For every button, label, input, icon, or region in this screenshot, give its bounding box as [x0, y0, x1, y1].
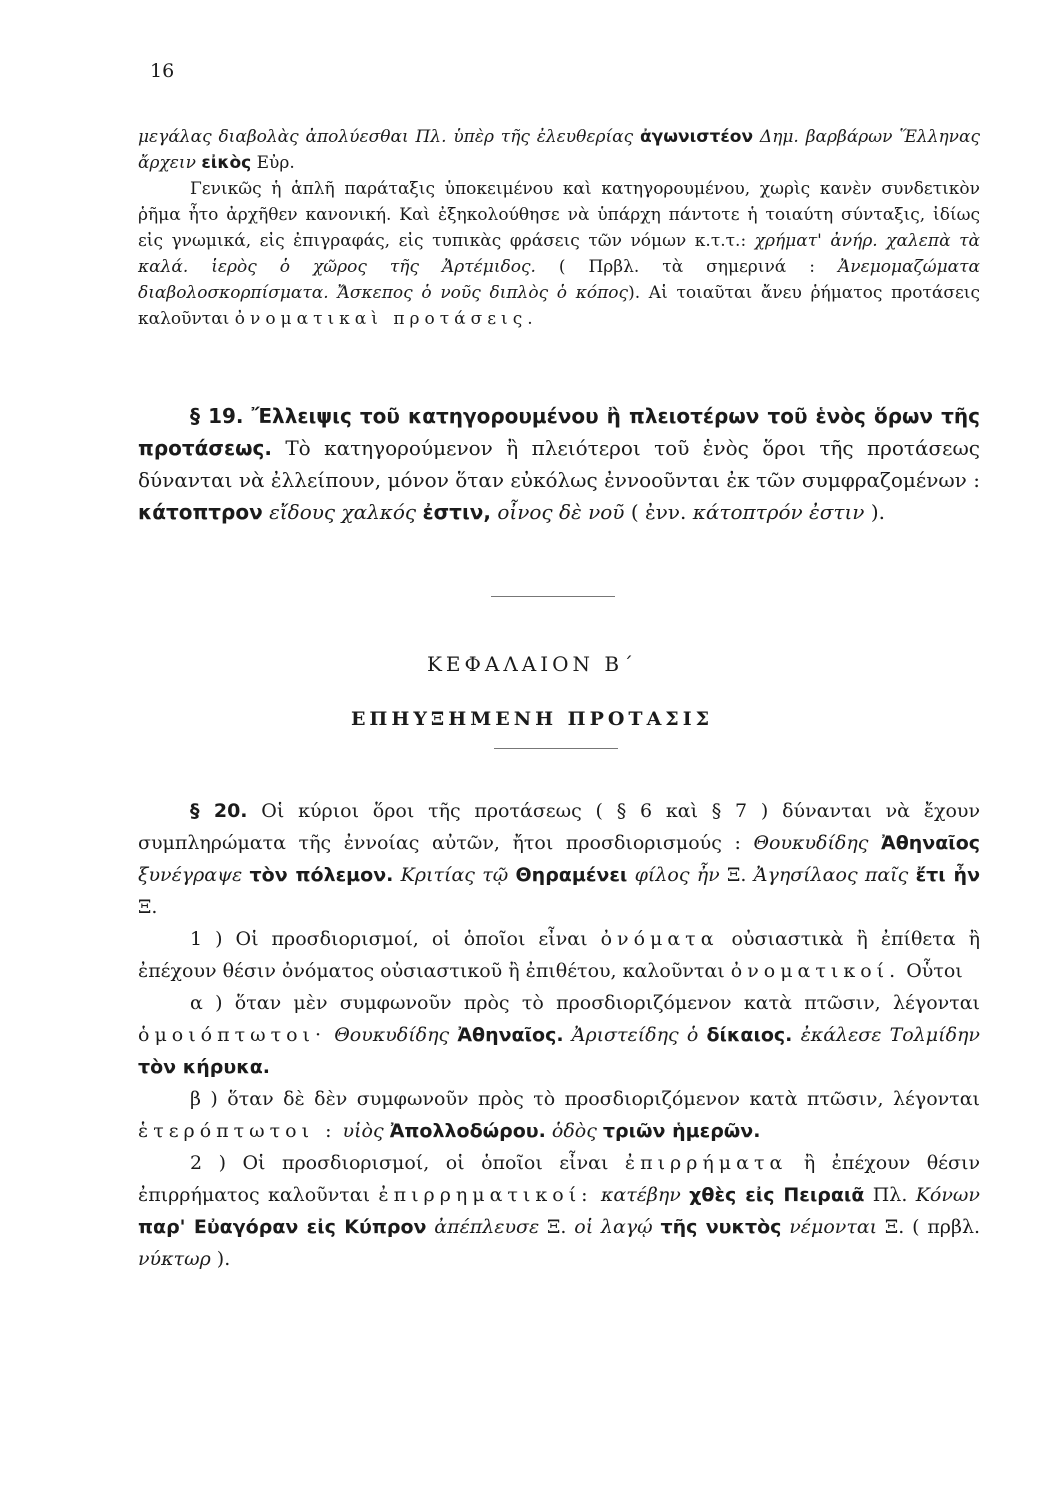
section-heading: § 20. [190, 800, 248, 822]
emphasized-word: κάτοπτρον [138, 500, 263, 524]
paragraph-text: Ξ. ( πρβλ. [884, 1216, 981, 1238]
source-abbreviation: Ξ. [138, 896, 158, 918]
paragraph-text: ( ἐνν. [630, 500, 687, 524]
section-20-paragraph [138, 795, 980, 923]
greek-example: Κριτίας τῷ [400, 864, 509, 886]
paragraph-text: β ) ὅταν δὲ δὲν συμφωνοῦν πρὸς τὸ προσδιοριζόμενον κατὰ πτῶσιν, λέγονται [190, 1088, 980, 1110]
greek-example: νέμονται [789, 1216, 878, 1238]
paragraph-text: Γενικῶς ἡ ἁπλῆ παράταξις ὑποκειμένου καὶ κατηγορουμένου, χωρὶς κανὲν συνδετικὸν ῥῆμα ἦτο ἀρχῆθεν κανονική. Καὶ ἐξηκολούθησε νὰ ὑπάρχη πάντοτε ἡ τοιαύτη σύνταξις, ἰδίως εἰς γνωμικά, εἰς ἐπιγραφάς, εἰς τυπικὰς φράσεις τῶν νόμων κ.τ.τ.: [138, 179, 980, 251]
greek-example: Ἀνεμομαζώματα διαβολοσκορπίσματα. Ἄσκεπος ὁ νοῦς διπλὸς ὁ κόπος [138, 257, 981, 303]
emphasized-word: ἀγωνιστέον [640, 127, 754, 147]
emphasized-word: ἔτι ἦν [915, 864, 981, 886]
paragraph-text: 1 ) Οἱ προσδιορισμοί, οἱ ὁποῖοι εἶναι [190, 928, 588, 950]
paragraph-text: ἢ ἐπέχουν θέσιν ἐπιρρήματος καλοῦνται [138, 1152, 980, 1206]
emphasized-word: Ἀθηναῖος [881, 832, 981, 854]
source-abbreviation: Πλ. [872, 1184, 908, 1206]
point-beta-paragraph [138, 1083, 980, 1147]
greek-example: φίλος ἦν [634, 864, 720, 886]
emphasized-word: τριῶν ἡμερῶν. [602, 1120, 761, 1142]
source-abbreviation: Ξ. [547, 1216, 567, 1238]
paragraph-text: ). [216, 1248, 231, 1270]
emphasized-word: εἰκὸς [201, 153, 252, 173]
greek-example: οἱ λαγῴ [574, 1216, 653, 1238]
emphasized-word: παρ' Εὐαγόραν εἰς Κύπρον [138, 1216, 427, 1238]
greek-example: ἐκάλεσε Τολμίδην [800, 1024, 980, 1046]
divider [491, 596, 615, 597]
emphasized-word: Θηραμένει [515, 864, 628, 886]
greek-example: Θουκυδίδης [753, 832, 869, 854]
paragraph-text: ). Αἱ τοιαῦται ἄνευ ῥήματος προτάσεις καλοῦνται [138, 283, 980, 329]
source-abbreviation: Εὐρ. [256, 153, 295, 173]
spaced-term: ἐπιρρήματα [624, 1152, 788, 1174]
point-1-paragraph [138, 923, 980, 987]
paragraph-text: Τὸ κατηγορούμενον ἢ πλειότεροι τοῦ ἑνὸς ὅροι τῆς προτάσεως δύνανται νὰ ἐλλείπουν, μόνον ὅταν εὐκόλως ἐννοοῦνται ἐκ τῶν συμφραζομένων : [138, 436, 981, 492]
emphasized-word: Ἀθηναῖος. [457, 1024, 564, 1046]
paragraph-text: α ) ὅταν μὲν συμφωνοῦν πρὸς τὸ προσδιοριζόμενον κατὰ πτῶσιν, λέγονται [190, 992, 980, 1014]
chapter-title: ΕΠΗΥΞΗΜΕΝΗ ΠΡΟΤΑΣΙΣ [350, 708, 714, 730]
greek-example: ἀπέπλευσε [434, 1216, 540, 1238]
page-number: 16 [150, 60, 175, 82]
greek-example: Ἀριστείδης ὁ [571, 1024, 699, 1046]
general-paragraph [138, 176, 980, 332]
emphasized-word: χθὲς εἰς Πειραιᾶ [689, 1184, 865, 1206]
source-abbreviation: Ξ. [727, 864, 747, 886]
continuation-paragraph [138, 124, 980, 176]
greek-example: Ἀγησίλαος παῖς [753, 864, 909, 886]
spaced-term: ὀνοματικαὶ προτάσεις. [234, 309, 538, 329]
greek-example: Θουκυδίδης [334, 1024, 450, 1046]
spaced-term: ἑτερόπτωτοι : [138, 1120, 337, 1142]
paragraph-text: ). [870, 500, 885, 524]
emphasized-word: Ἀπολλοδώρου. [389, 1120, 546, 1142]
greek-example: οἶνος δὲ νοῦ [497, 500, 625, 524]
spaced-term: ἐπιρρηματικοί: [378, 1184, 593, 1206]
point-alpha-paragraph [138, 987, 980, 1083]
spaced-term: ὀνοματικοί. [730, 960, 901, 982]
greek-example: μεγάλας διαβολὰς ἀπολύεσθαι Πλ. ὑπὲρ τῆς ἐλευθερίας [138, 127, 634, 147]
greek-example: νύκτωρ [138, 1248, 211, 1270]
greek-example: ὁδὸς [551, 1120, 597, 1142]
greek-example: εἴδους χαλκός [269, 500, 417, 524]
section-19 [138, 400, 980, 528]
paragraph-text: Οὗτοι [906, 960, 963, 982]
point-2-paragraph [138, 1147, 980, 1275]
emphasized-word: τὸν κήρυκα. [138, 1056, 270, 1078]
spaced-term: ὀνόματα [600, 928, 719, 950]
section-19-paragraph [138, 400, 980, 528]
greek-example: κάτοπτρόν ἐστιν [692, 500, 865, 524]
emphasized-word: τῆς νυκτὸς [660, 1216, 782, 1238]
emphasized-word: δίκαιος. [706, 1024, 793, 1046]
chapter-label: ΚΕΦΑΛΑΙΟΝ Β΄ [426, 652, 638, 676]
emphasized-word: τὸν πόλεμον. [249, 864, 394, 886]
paragraph-text: οὐσιαστικὰ ἢ ἐπίθετα ἢ ἐπέχουν θέσιν ὀνόματος οὐσιαστικοῦ ἢ ἐπιθέτου, καλοῦνται [138, 928, 980, 982]
greek-example: ξυνέγραψε [138, 864, 243, 886]
section-heading: § 19. Ἔλλειψις τοῦ κατηγορουμένου ἢ πλειοτέρων τοῦ ἑνὸς ὅρων τῆς προτάσεως. [138, 404, 980, 460]
spaced-term: ὁμοιόπτωτοι· [138, 1024, 327, 1046]
top-block [138, 124, 980, 332]
greek-example: χρήματ' ἀνήρ. χαλεπὰ τὰ καλά. ἱερὸς ὁ χῶρος τῆς Ἀρτέμιδος. [138, 231, 980, 277]
greek-example: υἱὸς [342, 1120, 384, 1142]
paragraph-text: ( Πρβλ. τὰ σημερινά : [558, 257, 815, 277]
paragraph-text: 2 ) Οἱ προσδιορισμοί, οἱ ὁποῖοι εἶναι [190, 1152, 609, 1174]
paragraph-text: Οἱ κύριοι ὅροι τῆς προτάσεως ( § 6 καὶ § 7 ) δύνανται νὰ ἔχουν συμπληρώματα τῆς ἐννοίας αὐτῶν, ἤτοι προσδιορισμούς : [138, 800, 980, 854]
greek-example: Κόνων [915, 1184, 980, 1206]
greek-example: κατέβην [600, 1184, 681, 1206]
emphasized-word: ἐστιν, [422, 500, 491, 524]
section-20-block [138, 795, 980, 1275]
greek-example: Δημ. βαρβάρων Ἕλληνας ἄρχειν [138, 127, 981, 173]
divider [494, 748, 618, 749]
